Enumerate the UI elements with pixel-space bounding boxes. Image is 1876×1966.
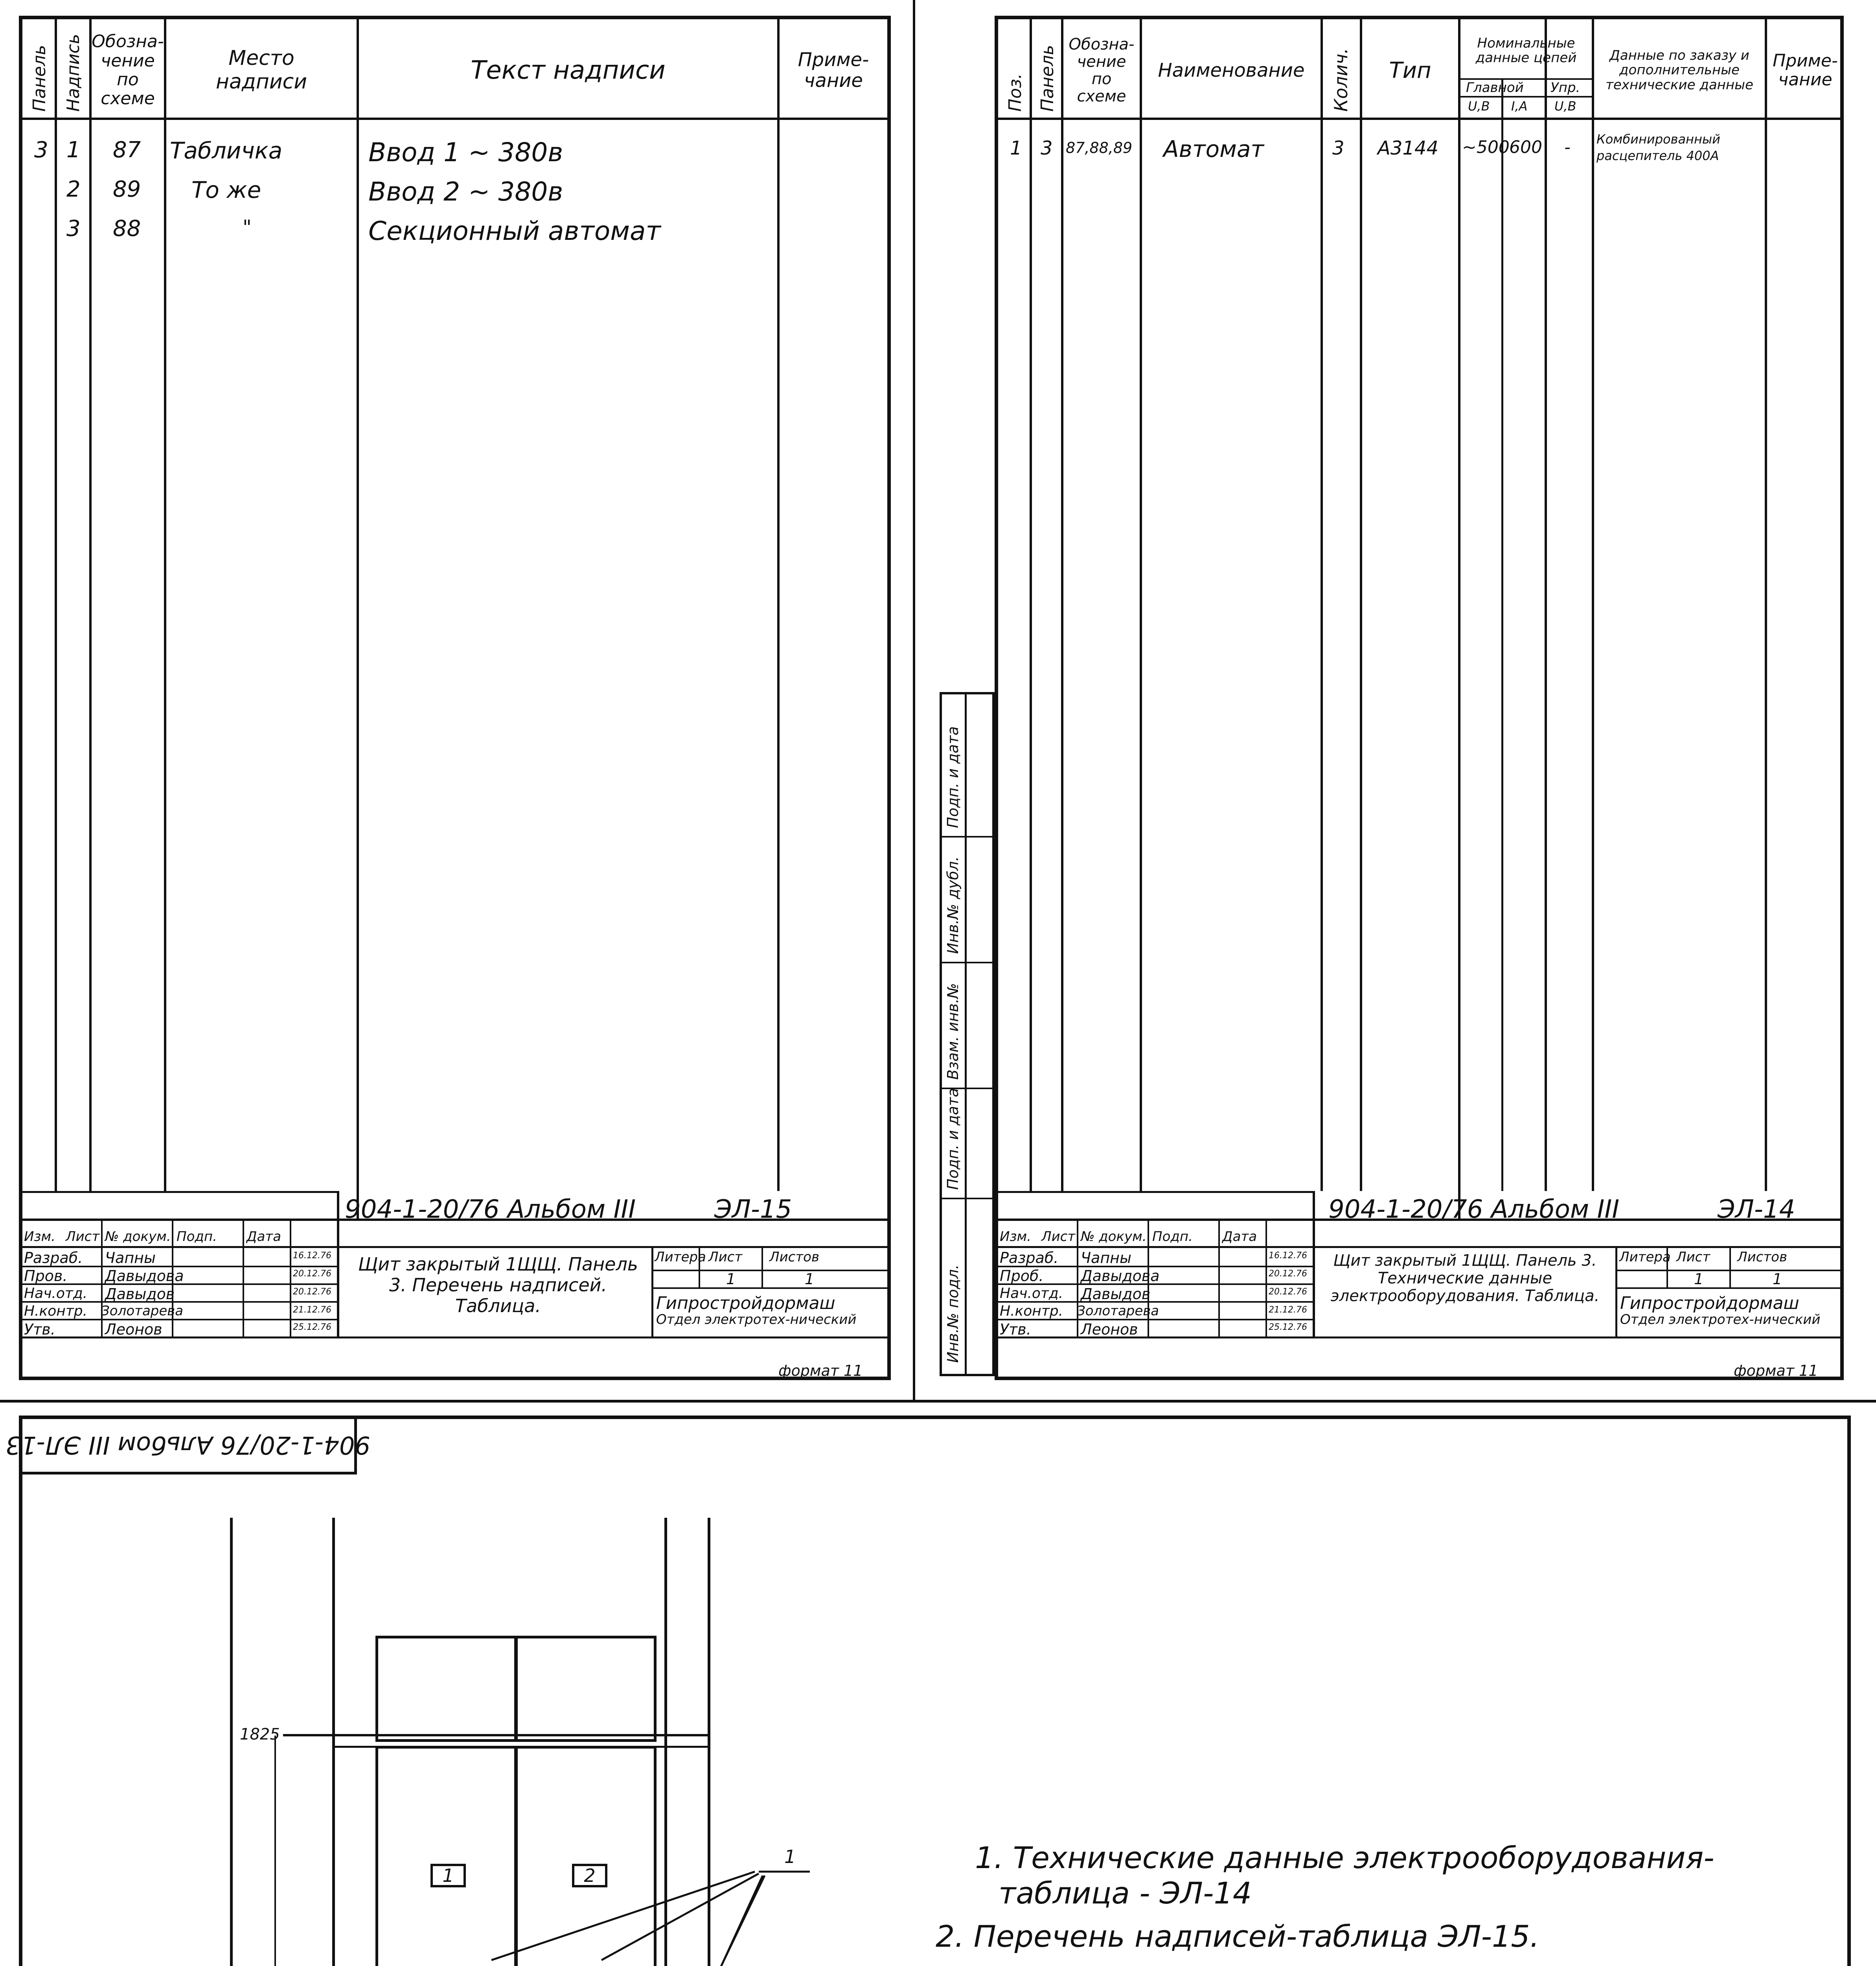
tb15-code: 904-1-20/76 Альбом III [345, 1195, 636, 1224]
tb15-date-5: 25.12.76 [293, 1322, 331, 1332]
hdr-place: Место надписи [216, 46, 307, 94]
rotated-stamp-text: 904-1-20/76 Альбом III ЭЛ-13 [6, 1430, 370, 1460]
tb14-name-5: Леонов [1081, 1321, 1138, 1338]
tb15-name-2: Давыдова [105, 1267, 184, 1285]
tb15-hdr-izm: Изм. [24, 1229, 55, 1244]
tb15-date-4: 21.12.76 [293, 1305, 331, 1315]
r14-u: ~500 [1462, 137, 1510, 157]
stamp-2: Инв.№ дубл. [944, 856, 962, 954]
hdr-i: I,А [1511, 99, 1528, 114]
hdr-u2: U,В [1554, 99, 1576, 114]
r14-order: Комбинированный расцепитель 400А [1596, 132, 1720, 163]
tb14-listov: Листов [1737, 1249, 1788, 1265]
stamp-5: Инв.№ подл. [944, 1264, 962, 1363]
tb15-date-1: 16.12.76 [293, 1251, 331, 1261]
row2-place: То же [191, 177, 261, 203]
tb15-role-2: Пров. [24, 1267, 68, 1285]
row2-designation: 89 [113, 177, 141, 202]
hdr-name: Наименование [1158, 59, 1305, 81]
tb15-date-2: 20.12.76 [293, 1269, 331, 1279]
note-1: 1. Технические данные электрооборудования- [975, 1840, 1714, 1875]
format-el14: формат 11 [1734, 1362, 1818, 1379]
tb15-hdr-date: Дата [246, 1229, 281, 1244]
tb14-hdr-doc: № докум. [1081, 1229, 1147, 1244]
tb15-role-4: Н.контр. [24, 1303, 88, 1319]
tb15-role-5: Утв. [24, 1321, 55, 1338]
tb15-name-5: Леонов [105, 1321, 162, 1338]
format-el15: формат 11 [778, 1362, 863, 1379]
row1-panel: 3 [34, 137, 48, 163]
dim-1825: 1825 [240, 1725, 280, 1743]
tb14-hdr-izm: Изм. [1000, 1229, 1031, 1244]
tb14-list: Лист [1676, 1249, 1710, 1265]
tb15-role-3: Нач.отд. [24, 1285, 88, 1301]
row1-text: Ввод 1 ~ 380в [368, 137, 563, 168]
hdr-order-data: Данные по заказу и дополнительные технические данные [1606, 47, 1753, 93]
tb15-dept: Отдел электротех-нический [656, 1312, 857, 1327]
tb14-name-3: Давыдов [1081, 1285, 1151, 1303]
row1-place: Табличка [170, 137, 283, 164]
stamp-3: Взам. инв.№ [944, 983, 962, 1080]
tb14-role-2: Проб. [1000, 1267, 1044, 1285]
stamp-1: Подп. и дата [944, 726, 962, 828]
tb14-hdr-list: Лист [1041, 1229, 1076, 1244]
tb14-date-1: 16.12.76 [1269, 1251, 1307, 1261]
tb15-listov-val: 1 [805, 1270, 815, 1288]
tb14-name-2: Давыдова [1081, 1267, 1160, 1285]
tb14-code: 904-1-20/76 Альбом III [1328, 1195, 1620, 1224]
tb15-sheet-id: ЭЛ-15 [714, 1195, 792, 1224]
r14-name: Автомат [1163, 136, 1264, 162]
row2-text: Ввод 2 ~ 380в [368, 177, 563, 207]
row1-inscription: 1 [66, 137, 81, 163]
row3-inscription: 3 [66, 216, 81, 241]
tb15-date-3: 20.12.76 [293, 1287, 331, 1297]
row2-inscription: 2 [66, 177, 81, 202]
tb14-date-3: 20.12.76 [1269, 1287, 1307, 1297]
tb14-listov-val: 1 [1773, 1270, 1782, 1288]
hdr-main: Главной [1466, 80, 1524, 96]
r14-pos: 1 [1010, 137, 1022, 159]
hdr-panel: Панель [29, 45, 50, 112]
row3-text: Секционный автомат [368, 216, 661, 246]
tb14-sheet-id: ЭЛ-14 [1718, 1195, 1795, 1224]
tb14-name-1: Чапны [1081, 1249, 1132, 1266]
r14-qty: 3 [1332, 137, 1344, 159]
tb15-org: Гипростройдормаш [656, 1293, 835, 1313]
hdr-panel-14: Панель [1037, 45, 1058, 112]
tag-2: 2 [572, 1864, 607, 1887]
hdr-note-14: Приме-чание [1773, 50, 1838, 90]
r14-i: 600 [1509, 137, 1542, 157]
hdr-designation-14: Обозна-чение по схеме [1069, 35, 1135, 105]
tb14-org: Гипростройдормаш [1620, 1293, 1799, 1313]
tb15-name-3: Давыдов [105, 1285, 175, 1303]
tb15-name-1: Чапны [105, 1249, 156, 1266]
hdr-pos: Поз. [1005, 73, 1025, 112]
tb14-role-5: Утв. [1000, 1321, 1031, 1338]
note-1b: таблица - ЭЛ-14 [999, 1876, 1252, 1911]
tb15-litera: Литера [655, 1249, 706, 1265]
hdr-text: Текст надписи [471, 56, 666, 85]
hdr-rated: Номинальные данные цепей [1475, 35, 1577, 66]
hdr-ctrl: Упр. [1550, 80, 1580, 96]
tb14-litera: Литера [1619, 1249, 1671, 1265]
tb14-dept: Отдел электротех-нический [1620, 1312, 1821, 1327]
leader-label: 1 [784, 1846, 796, 1867]
tb14-role-4: Н.контр. [1000, 1303, 1063, 1319]
r14-u2: - [1564, 137, 1571, 157]
tb14-hdr-podp: Подп. [1152, 1229, 1193, 1244]
tb14-list-val: 1 [1694, 1270, 1704, 1288]
hdr-designation: Обозна-чение по схеме [92, 31, 164, 109]
tb14-title: Щит закрытый 1ЩЩ. Панель 3. Технические данные электрооборудования. Таблица. [1330, 1252, 1600, 1305]
tb15-hdr-list: Лист [66, 1229, 100, 1244]
hdr-u: U,В [1468, 99, 1490, 114]
tb15-hdr-podp: Подп. [177, 1229, 217, 1244]
tb14-date-4: 21.12.76 [1269, 1305, 1307, 1315]
hdr-inscription: Надпись [63, 34, 83, 112]
r14-designation: 87,88,89 [1066, 139, 1133, 156]
note-2: 2. Перечень надписей-таблица ЭЛ-15. [936, 1919, 1539, 1954]
tb14-name-4: Золотарева [1077, 1303, 1159, 1319]
tb15-hdr-doc: № докум. [105, 1229, 171, 1244]
tb15-title: Щит закрытый 1ЩЩ. Панель 3. Перечень надписей. Таблица. [358, 1254, 638, 1316]
hdr-qty: Колич. [1330, 48, 1352, 112]
tb15-listov: Листов [769, 1249, 820, 1265]
tb14-date-2: 20.12.76 [1269, 1269, 1307, 1279]
stamp-4: Подп. и дата [944, 1088, 962, 1190]
r14-panel: 3 [1041, 137, 1053, 159]
tb15-list: Лист [708, 1249, 743, 1265]
r14-type: А3144 [1378, 137, 1438, 159]
tb15-name-4: Золотарева [101, 1303, 184, 1319]
tb14-hdr-date: Дата [1222, 1229, 1257, 1244]
tb14-date-5: 25.12.76 [1269, 1322, 1307, 1332]
row1-designation: 87 [113, 137, 141, 163]
row3-place: " [243, 216, 252, 239]
tag-1: 1 [430, 1864, 466, 1887]
tb14-role-3: Нач.отд. [1000, 1285, 1063, 1301]
tb14-role-1: Разраб. [1000, 1249, 1059, 1266]
hdr-type: Тип [1389, 57, 1431, 83]
row3-designation: 88 [113, 216, 141, 241]
tb15-role-1: Разраб. [24, 1249, 83, 1266]
hdr-note: Приме-чание [798, 49, 869, 92]
tb15-list-val: 1 [726, 1270, 736, 1288]
